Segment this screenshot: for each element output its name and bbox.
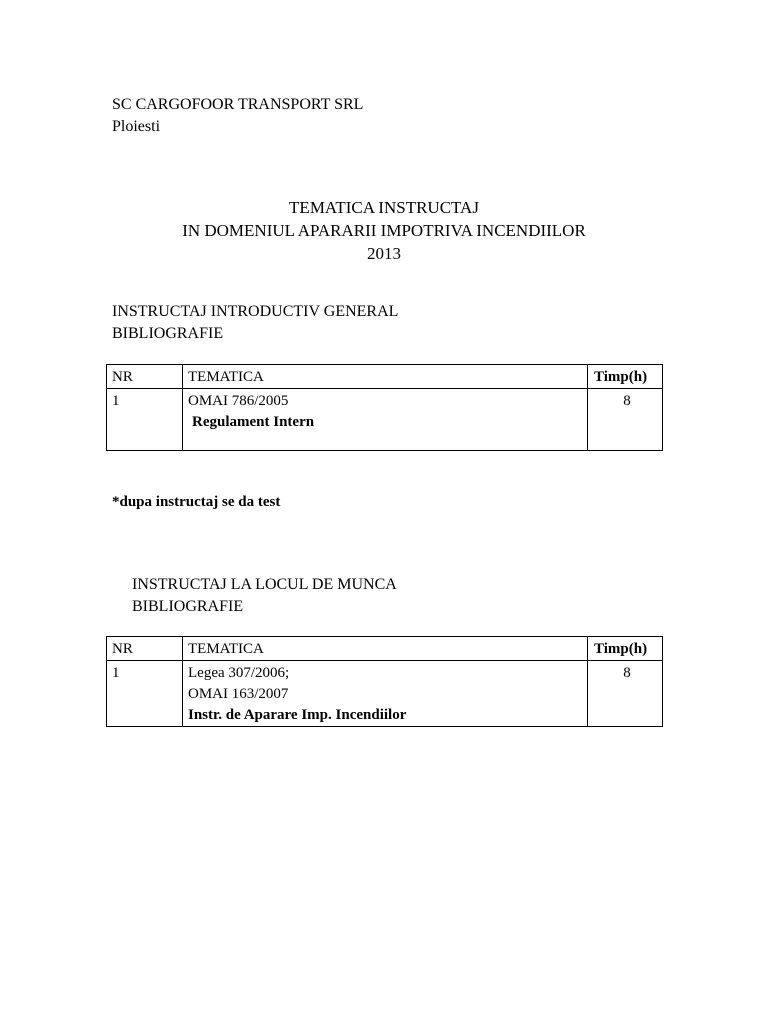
row-timp: 8 [588, 661, 663, 727]
company-name: SC CARGOFOOR TRANSPORT SRL [112, 96, 364, 113]
title-line-3: 2013 [367, 244, 401, 263]
section-subheading: BIBLIOGRAFIE [132, 598, 244, 615]
header-timp: Timp(h) [588, 637, 663, 661]
test-note: *dupa instructaj se da test [112, 494, 281, 510]
header-nr: NR [107, 365, 183, 389]
section-locul-de-munca-heading [132, 574, 397, 618]
header-nr: NR [107, 637, 183, 661]
row-tematica [183, 661, 588, 727]
table-header-row [107, 365, 663, 389]
header-timp: Timp(h) [588, 365, 663, 389]
tematica-line: OMAI 786/2005 [188, 393, 289, 409]
row-nr: 1 [107, 389, 183, 451]
header-tematica: TEMATICA [183, 365, 588, 389]
table-row [107, 389, 663, 451]
title-line-2: IN DOMENIUL APARARII IMPOTRIVA INCENDIILOR [182, 221, 586, 240]
company-city: Ploiesti [112, 118, 161, 135]
company-header [112, 94, 363, 138]
tematica-line: OMAI 163/2007 [188, 686, 289, 702]
row-timp: 8 [588, 389, 663, 451]
title-line-1: TEMATICA INSTRUCTAJ [289, 198, 479, 217]
row-tematica [183, 389, 588, 451]
row-nr: 1 [107, 661, 183, 727]
tematica-line: Instr. de Aparare Imp. Incendiilor [188, 707, 407, 723]
header-tematica: TEMATICA [183, 637, 588, 661]
tematica-line: Regulament Intern [192, 414, 315, 430]
section-introductiv-heading [112, 301, 398, 345]
table-row [107, 661, 663, 727]
table-header-row [107, 637, 663, 661]
tematica-table-locul-de-munca [106, 636, 663, 727]
section-subheading: BIBLIOGRAFIE [112, 325, 224, 342]
tematica-line: Legea 307/2006; [188, 665, 290, 681]
tematica-table-introductiv [106, 364, 663, 451]
document-title [0, 196, 768, 265]
section-heading: INSTRUCTAJ INTRODUCTIV GENERAL [112, 303, 399, 320]
section-heading: INSTRUCTAJ LA LOCUL DE MUNCA [132, 576, 397, 593]
